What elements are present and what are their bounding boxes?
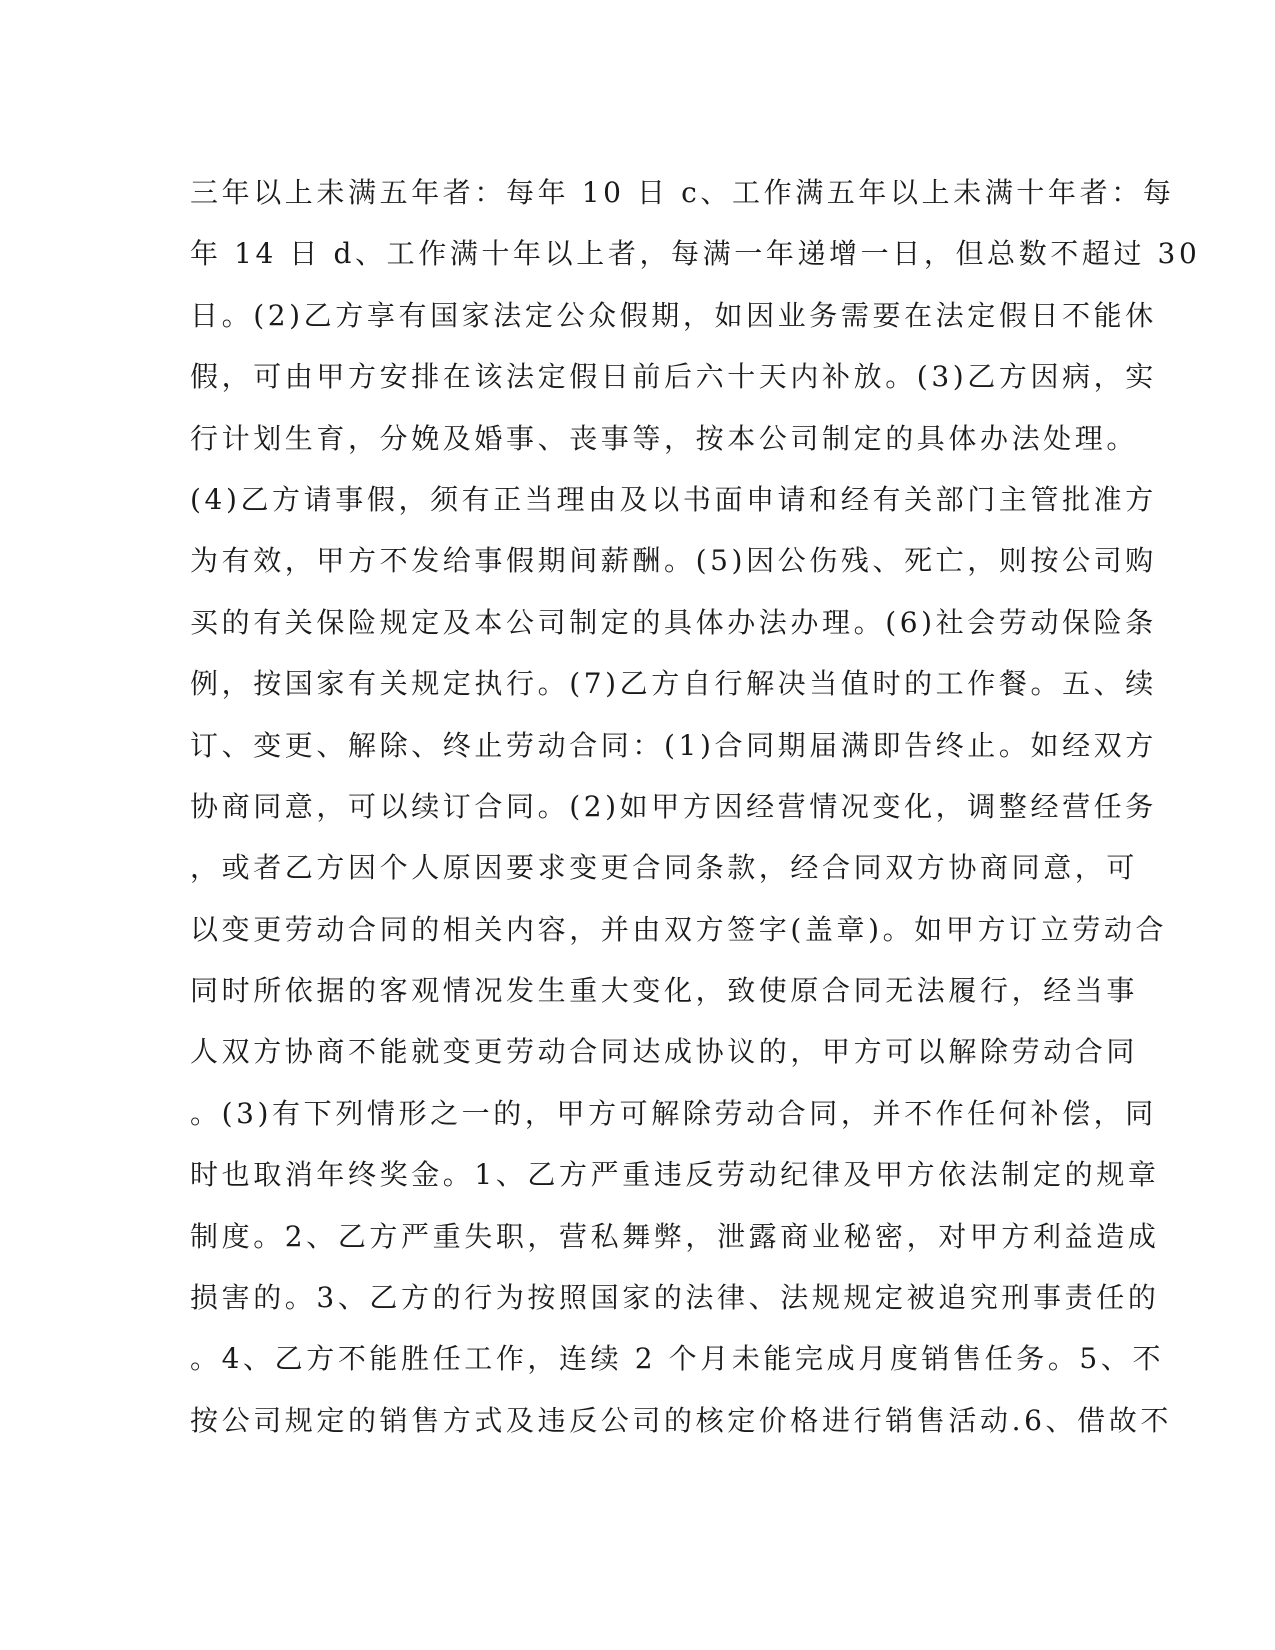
text-line: (4)乙方请事假，须有正当理由及以书面申请和经有关部门主管批准方 xyxy=(190,482,1157,516)
text-line: 订、变更、解除、终止劳动合同：(1)合同期届满即告终止。如经双方 xyxy=(190,728,1157,762)
text-line: 。(3)有下列情形之一的，甲方可解除劳动合同，并不作任何补偿，同 xyxy=(190,1096,1157,1130)
text-line: ，或者乙方因个人原因要求变更合同条款，经合同双方协商同意，可 xyxy=(190,851,1139,885)
text-line: 三年以上未满五年者：每年 10 日 c、工作满五年以上未满十年者：每 xyxy=(190,176,1175,209)
text-line: 以变更劳动合同的相关内容，并由双方签字(盖章)。如甲方订立劳动合 xyxy=(190,912,1168,946)
text-line: 制度。2、乙方严重失职，营私舞弊，泄露商业秘密，对甲方利益造成 xyxy=(190,1219,1160,1253)
text-line: 损害的。3、乙方的行为按照国家的法律、法规规定被追究刑事责任的 xyxy=(190,1281,1160,1315)
text-line: 年 14 日 d、工作满十年以上者，每满一年递增一日，但总数不超过 30 xyxy=(190,237,1201,271)
text-line: 。4、乙方不能胜任工作，连续 2 个月未能完成月度销售任务。5、不 xyxy=(190,1342,1165,1376)
text-line: 买的有关保险规定及本公司制定的具体办法办理。(6)社会劳动保险条 xyxy=(190,605,1157,639)
text-line: 同时所依据的客观情况发生重大变化，致使原合同无法履行，经当事 xyxy=(190,974,1139,1008)
text-line: 按公司规定的销售方式及违反公司的核定价格进行销售活动.6、借故不 xyxy=(190,1403,1172,1437)
text-line: 人双方协商不能就变更劳动合同达成协议的，甲方可以解除劳动合同 xyxy=(190,1035,1139,1069)
text-line: 假，可由甲方安排在该法定假日前后六十天内补放。(3)乙方因病，实 xyxy=(190,360,1157,394)
text-line: 例，按国家有关规定执行。(7)乙方自行解决当值时的工作餐。五、续 xyxy=(190,667,1157,701)
body-text xyxy=(190,162,1201,1451)
text-line: 时也取消年终奖金。1、乙方严重违反劳动纪律及甲方依法制定的规章 xyxy=(190,1158,1160,1192)
text-line: 日。(2)乙方享有国家法定公众假期，如因业务需要在法定假日不能休 xyxy=(190,298,1157,332)
text-line: 协商同意，可以续订合同。(2)如甲方因经营情况变化，调整经营任务 xyxy=(190,789,1157,823)
text-line: 行计划生育，分娩及婚事、丧事等，按本公司制定的具体办法处理。 xyxy=(190,421,1139,455)
text-line: 为有效，甲方不发给事假期间薪酬。(5)因公伤残、死亡，则按公司购 xyxy=(190,544,1157,578)
